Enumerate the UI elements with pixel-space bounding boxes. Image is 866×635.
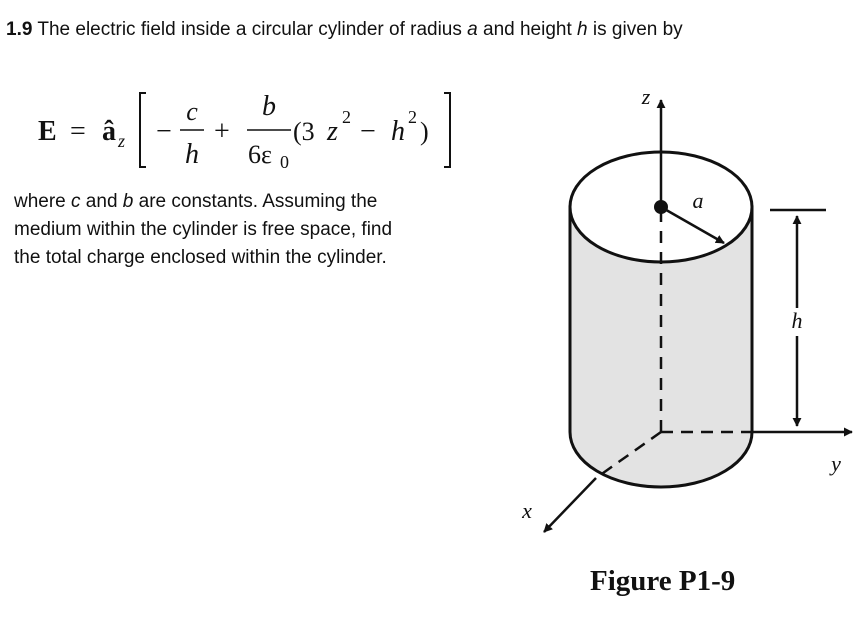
eq-minus: −: [156, 116, 172, 147]
problem-statement: [6, 19, 683, 41]
problem-body: [14, 188, 454, 272]
x-axis-arrow: [544, 478, 596, 532]
eq-plus: +: [214, 116, 230, 147]
body-var-b: b: [122, 191, 134, 212]
body-line-3: the total charge enclosed within the cylinder.: [14, 247, 387, 268]
equation-svg: [8, 85, 478, 177]
body-text-where: where: [14, 191, 72, 212]
label-x: x: [522, 498, 532, 523]
eq-equals: =: [70, 116, 86, 147]
eq-lhs: E: [38, 116, 57, 147]
body-var-c: c: [71, 191, 81, 212]
eq-unit-sub: z: [118, 131, 126, 151]
eq-paren-close: ): [420, 117, 429, 146]
statement-var-a: a: [467, 19, 478, 40]
frac1-numerator: c: [186, 97, 198, 126]
eq-unit-vector: â: [102, 116, 116, 147]
eq-exp-2: 2: [408, 107, 417, 127]
problem-number: 1.9: [6, 19, 33, 40]
frac2-denominator: 6ε: [248, 140, 272, 169]
frac2-numerator: b: [262, 91, 276, 122]
right-bracket: [444, 93, 450, 167]
label-h: h: [791, 308, 803, 333]
label-a: a: [692, 188, 704, 213]
label-z: z: [641, 84, 651, 109]
cylinder-figure: [500, 80, 866, 550]
statement-text-2: and height: [477, 19, 578, 40]
eq-z: z: [327, 116, 338, 147]
body-line-2: medium within the cylinder is free space, find: [14, 219, 393, 240]
frac2-denominator-sub: 0: [280, 152, 289, 172]
eq-minus-2: −: [360, 116, 376, 147]
statement-var-h: h: [577, 19, 588, 40]
eq-exp-1: 2: [342, 107, 351, 127]
label-y: y: [831, 451, 841, 476]
body-text-constants: are constants. Assuming the: [133, 191, 378, 212]
eq-h: h: [391, 116, 405, 147]
figure-caption: Figure P1-9: [590, 565, 736, 597]
statement-text-1: The electric field inside a circular cylinder of radius: [32, 19, 468, 40]
frac1-denominator: h: [185, 139, 199, 170]
left-bracket: [140, 93, 146, 167]
electric-field-equation: [8, 85, 478, 177]
body-line-1: [14, 188, 454, 216]
body-text-and: and: [80, 191, 123, 212]
cylinder-diagram: [500, 80, 866, 550]
statement-text-3: is given by: [587, 19, 683, 40]
eq-paren-open: (3: [293, 117, 315, 146]
